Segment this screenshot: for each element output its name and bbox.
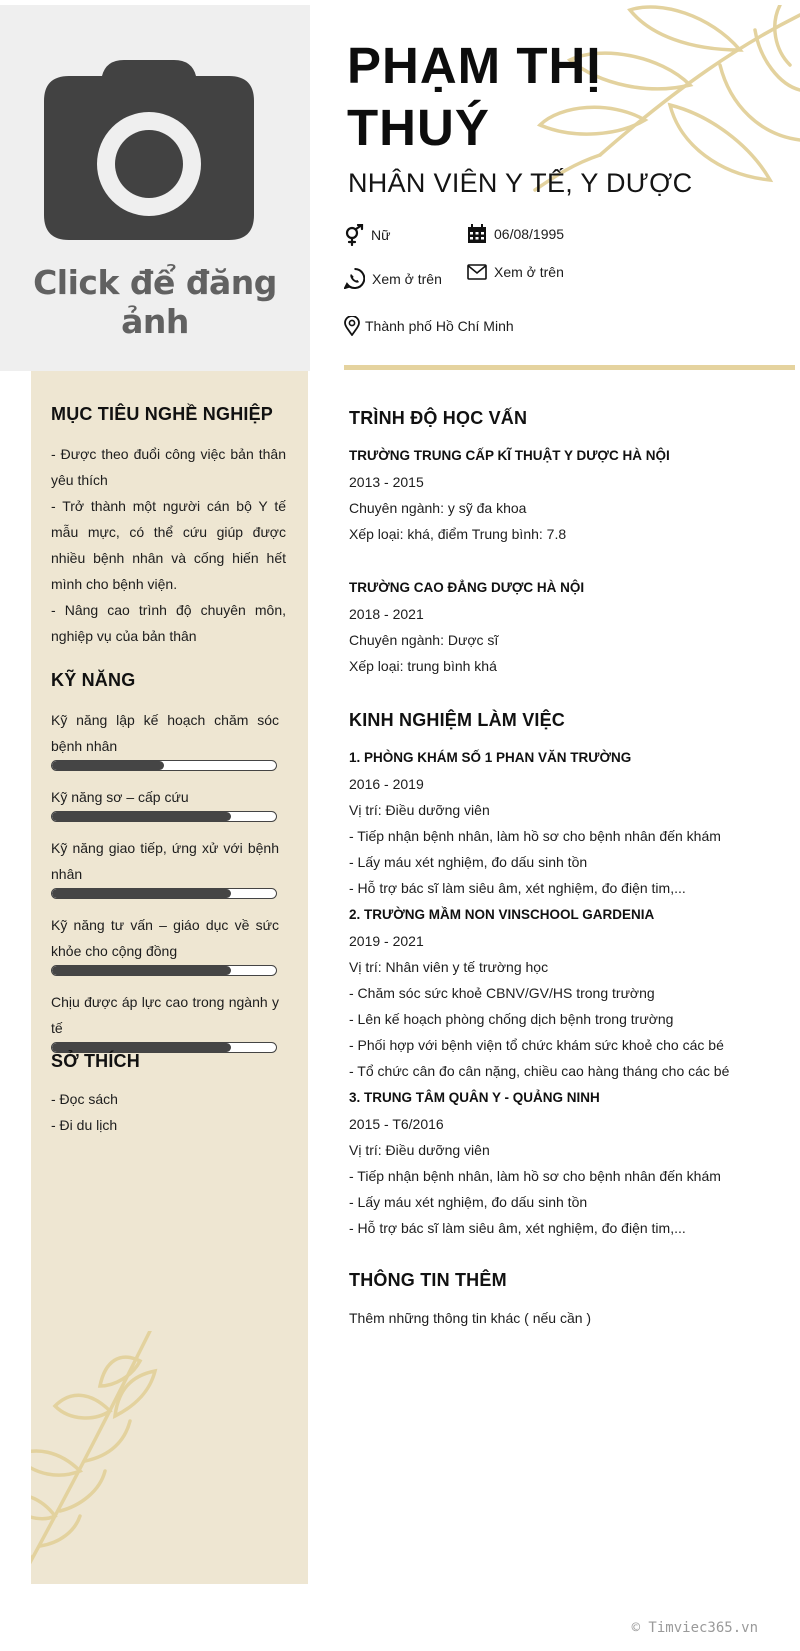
education-grade: Xếp loại: khá, điểm Trung bình: 7.8 (349, 526, 567, 542)
experience-task: - Tiếp nhận bệnh nhân, làm hồ sơ cho bệnh nhân đến khám (349, 828, 721, 844)
gender-info (344, 224, 390, 246)
name-line: PHẠM THỊ (347, 37, 602, 94)
gender-value: Nữ (371, 227, 391, 243)
skill-level-fill (52, 889, 231, 898)
hobby-item: - Đọc sách (51, 1091, 118, 1107)
skill-level-bar (51, 760, 277, 771)
skill-name: Chịu được áp lực cao trong ngành y tế (51, 994, 279, 1036)
hobby-item: - Đi du lịch (51, 1117, 118, 1133)
skill-name: Kỹ năng sơ – cấp cứu (51, 789, 189, 805)
skill-level-fill (52, 812, 231, 821)
experience-task: - Lấy máu xét nghiệm, đo dấu sinh tồn (349, 854, 588, 870)
calendar-icon (467, 224, 487, 244)
education-section (349, 408, 779, 679)
experience-task: - Hỗ trợ bác sĩ làm siêu âm, xét nghiệm, đo điện tim,... (349, 880, 686, 896)
skill-item (51, 912, 286, 976)
employer-name: 1. PHÒNG KHÁM SỐ 1 PHAN VĂN TRƯỜNG (349, 750, 632, 765)
experience-period: 2015 - T6/2016 (349, 1116, 444, 1132)
skill-item (51, 989, 286, 1053)
watermark: © Timviec365.vn (631, 1620, 758, 1636)
email-value[interactable]: Xem ở trên (494, 264, 564, 280)
leaf-decoration-bottom (31, 1331, 190, 1584)
experience-task: - Phối hợp với bệnh viện tổ chức khám sức khoẻ cho các bé (349, 1037, 724, 1053)
email-info (467, 264, 564, 280)
experience-task: - Lên kế hoạch phòng chống dịch bệnh trong trường (349, 1011, 674, 1027)
skills-section (51, 670, 286, 1066)
skill-level-bar (51, 888, 277, 899)
education-major: Chuyên ngành: y sỹ đa khoa (349, 500, 527, 516)
experience-entry (349, 902, 779, 1084)
objective-title: MỤC TIÊU NGHỀ NGHIỆP (51, 404, 274, 424)
address-info (344, 316, 514, 336)
skill-item (51, 835, 286, 899)
skill-level-fill (52, 761, 164, 770)
experience-title: KINH NGHIỆM LÀM VIỆC (349, 710, 566, 730)
candidate-name (347, 35, 601, 159)
extra-info-title: THÔNG TIN THÊM (349, 1270, 507, 1290)
birthday-info (467, 224, 564, 244)
skill-level-fill (52, 966, 231, 975)
school-name: TRƯỜNG TRUNG CẤP KĨ THUẬT Y DƯỢC HÀ NỘI (349, 448, 670, 463)
education-grade: Xếp loại: trung bình khá (349, 658, 497, 674)
location-icon (344, 316, 360, 336)
extra-info-text: Thêm những thông tin khác ( nếu cần ) (349, 1310, 592, 1326)
header-divider (344, 365, 795, 370)
education-entry (349, 443, 779, 547)
education-major: Chuyên ngành: Dược sĩ (349, 632, 499, 648)
experience-period: 2019 - 2021 (349, 933, 424, 949)
experience-period: 2016 - 2019 (349, 776, 424, 792)
job-title: NHÂN VIÊN Y TẾ, Y DƯỢC (348, 168, 693, 198)
education-period: 2018 - 2021 (349, 606, 424, 622)
birthday-value: 06/08/1995 (494, 226, 565, 242)
upload-photo-label[interactable]: Click để đăng ảnh (33, 263, 277, 341)
employer-name: 3. TRUNG TÂM QUÂN Y - QUẢNG NINH (349, 1090, 600, 1105)
experience-task: - Lấy máu xét nghiệm, đo dấu sinh tồn (349, 1194, 588, 1210)
objective-line: - Nâng cao trình độ chuyên môn, nghiệp vụ của bản thân (51, 602, 286, 644)
phone-icon (344, 268, 365, 289)
phone-value[interactable]: Xem ở trên (372, 270, 442, 287)
education-entry (349, 575, 779, 679)
experience-task: - Hỗ trợ bác sĩ làm siêu âm, xét nghiệm, đo điện tim,... (349, 1220, 686, 1236)
hobbies-title: SỞ THÍCH (51, 1051, 140, 1071)
name-line: THUÝ (347, 99, 490, 156)
objective-line: - Trở thành một người cán bộ Y tế mẫu mực, có thể cứu giúp được nhiều bệnh nhân và cống hiến hết mình cho bệnh viện. (51, 498, 286, 592)
employer-name: 2. TRƯỜNG MẦM NON VINSCHOOL GARDENIA (349, 907, 655, 922)
skill-level-bar (51, 811, 277, 822)
skill-name: Kỹ năng tư vấn – giáo dục về sức khỏe cho cộng đồng (51, 917, 279, 959)
gender-icon (344, 224, 364, 246)
experience-position: Vị trí: Nhân viên y tế trường học (349, 959, 549, 975)
phone-info (344, 268, 442, 289)
objective-section (51, 404, 286, 649)
skill-item (51, 784, 286, 822)
experience-entry (349, 1085, 779, 1241)
experience-task: - Tổ chức cân đo cân nặng, chiều cao hàng tháng cho các bé (349, 1063, 730, 1079)
experience-task: - Chăm sóc sức khoẻ CBNV/GV/HS trong trường (349, 985, 655, 1001)
experience-section (349, 710, 779, 1241)
experience-task: - Tiếp nhận bệnh nhân, làm hồ sơ cho bệnh nhân đến khám (349, 1168, 721, 1184)
extra-info-section (349, 1270, 779, 1331)
hobbies-section (51, 1051, 286, 1138)
objective-line: - Được theo đuổi công việc bản thân yêu thích (51, 446, 286, 488)
skills-title: KỸ NĂNG (51, 670, 136, 690)
photo-placeholder[interactable] (0, 5, 310, 371)
camera-icon (44, 58, 254, 240)
skill-name: Kỹ năng giao tiếp, ứng xử với bệnh nhân (51, 840, 279, 882)
skill-item (51, 707, 286, 771)
address-value: Thành phố Hồ Chí Minh (365, 318, 514, 334)
education-period: 2013 - 2015 (349, 474, 424, 490)
education-title: TRÌNH ĐỘ HỌC VẤN (349, 408, 528, 428)
experience-entry (349, 745, 779, 901)
skill-level-bar (51, 965, 277, 976)
skill-name: Kỹ năng lập kế hoạch chăm sóc bệnh nhân (51, 712, 279, 754)
mail-icon (467, 264, 487, 280)
experience-position: Vị trí: Điều dưỡng viên (349, 1142, 490, 1158)
experience-position: Vị trí: Điều dưỡng viên (349, 802, 490, 818)
school-name: TRƯỜNG CAO ĐẲNG DƯỢC HÀ NỘI (349, 580, 585, 595)
